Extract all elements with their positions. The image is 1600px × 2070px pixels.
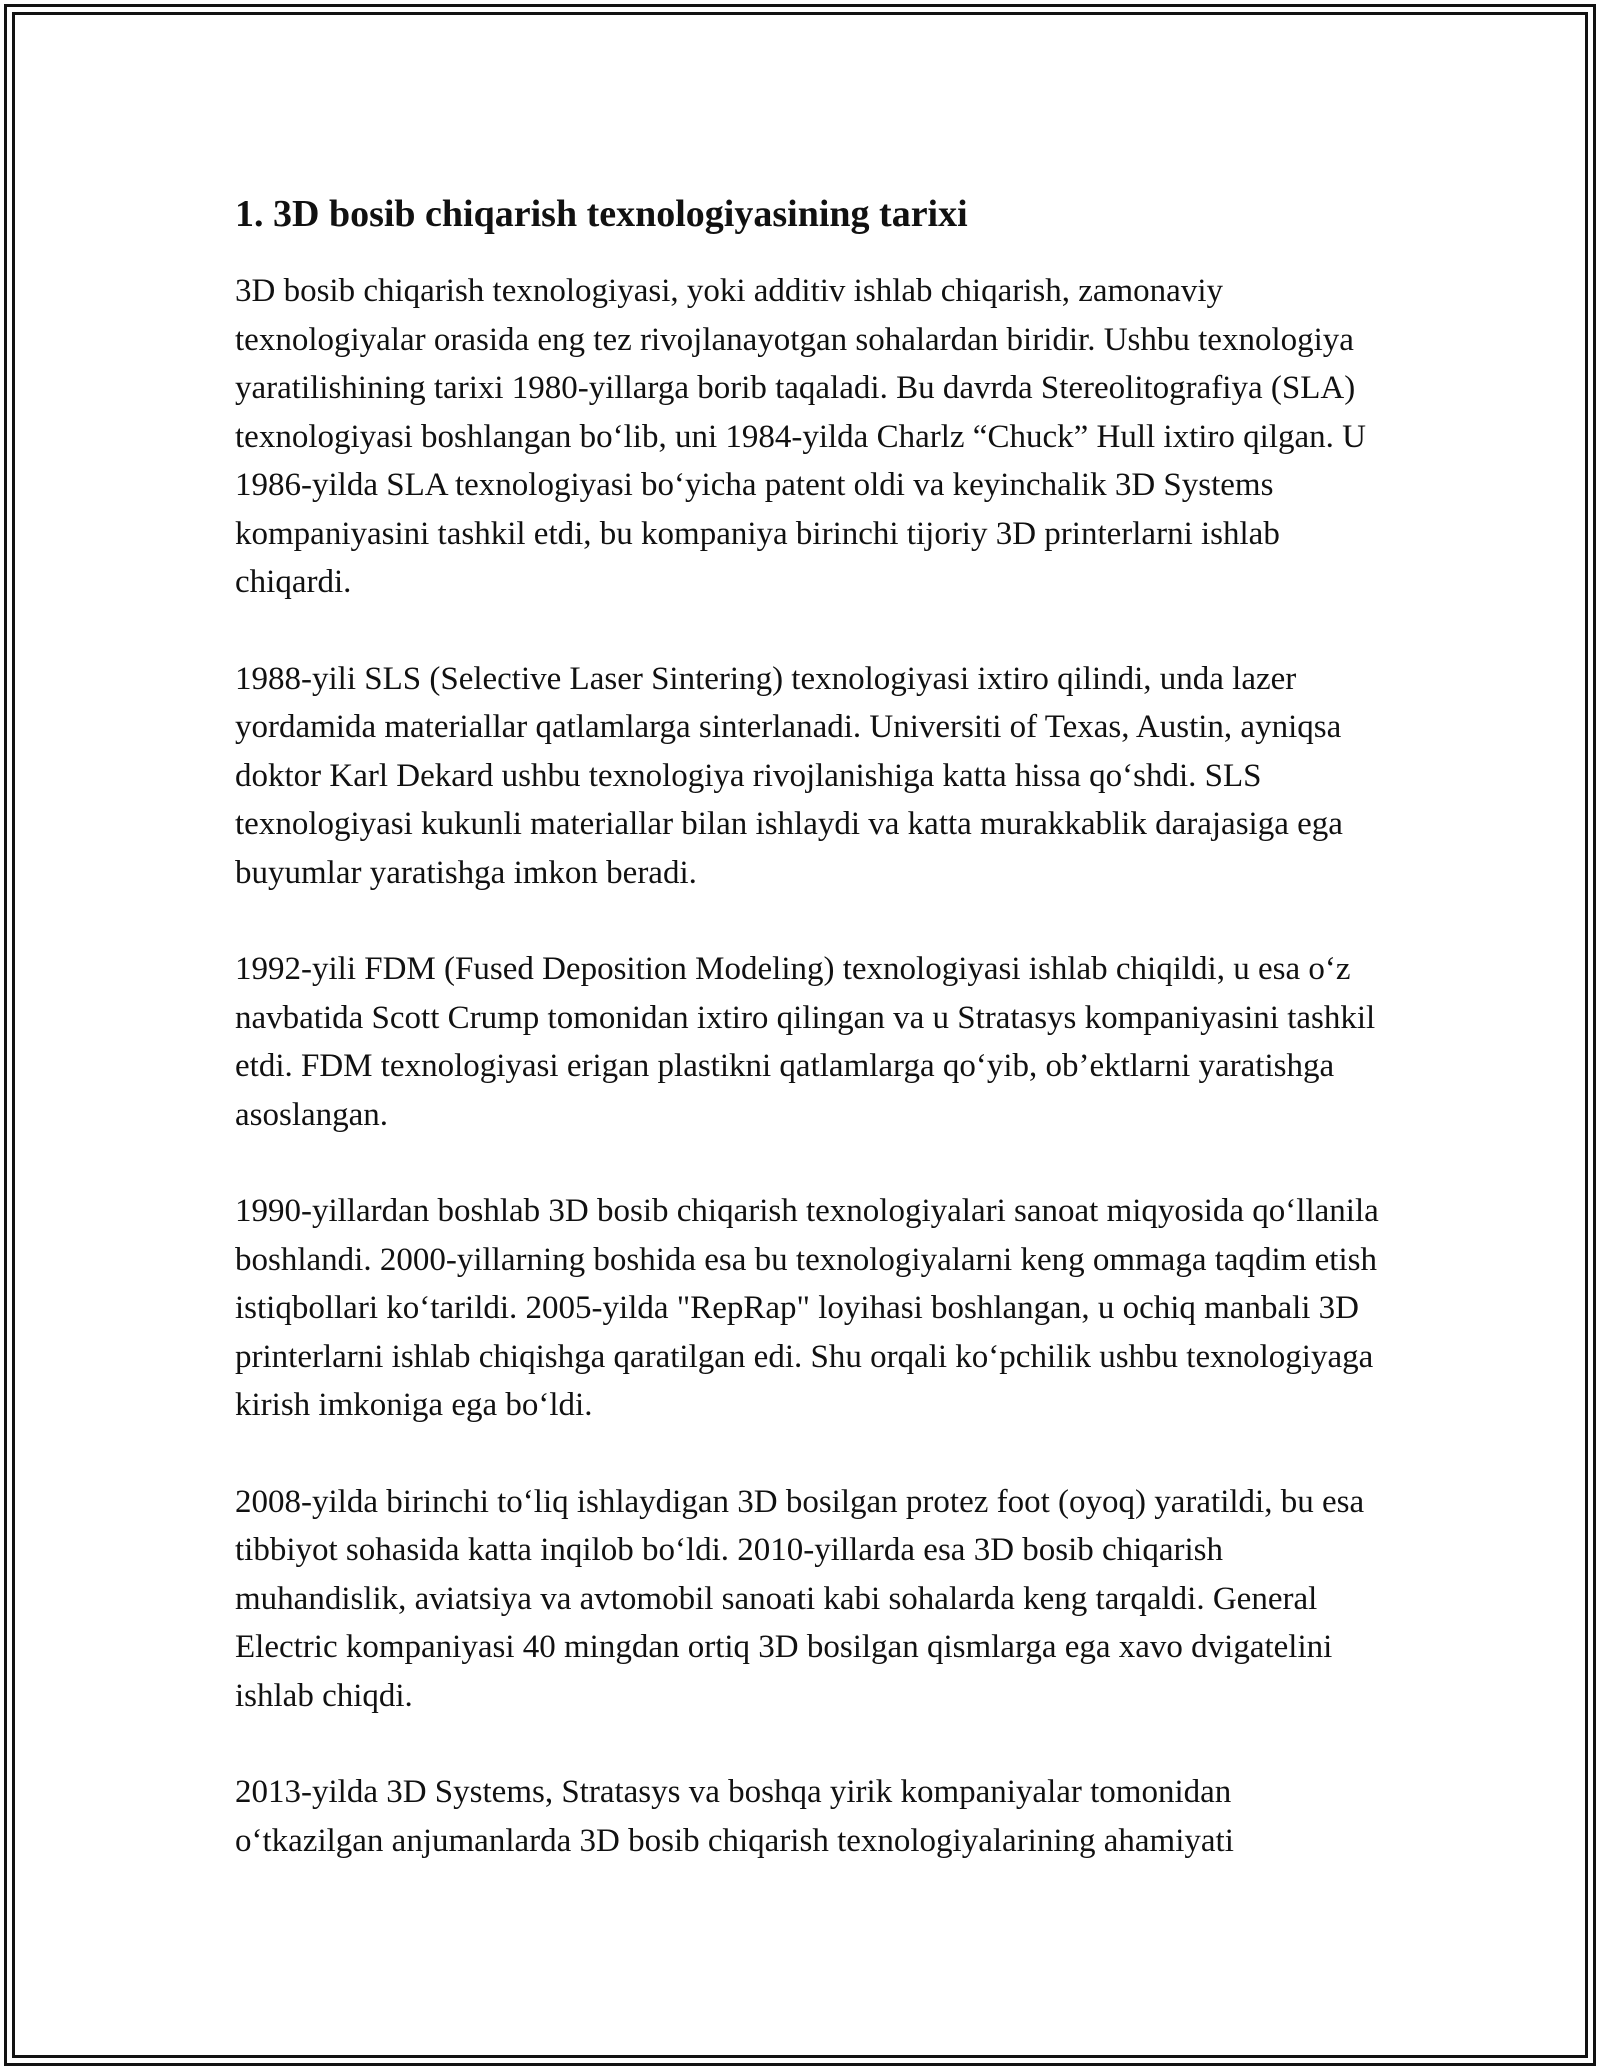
paragraph-sla-history: 3D bosib chiqarish texnologiyasi, yoki additiv ishlab chiqarish, zamonaviy texnologiyalar orasida eng tez rivojlanayotgan sohalardan biridir. Ushbu texnologiya yaratilishining tarixi 1980-yillarga borib taqaladi. Bu davrda Stereolitografiya (SLA) texnologiyasi boshlangan bo‘lib, uni 1984-yilda Charlz “Chuck” Hull ixtiro qilgan. U 1986-yilda SLA texnologiyasi bo‘yicha patent oldi va keyinchalik 3D Systems kompaniyasini tashkil etdi, bu kompaniya birinchi tijoriy 3D printerlarni ishlab chiqardi. — [235, 273, 1366, 600]
paragraph-fdm-history: 1992-yili FDM (Fused Deposition Modeling) texnologiyasi ishlab chiqildi, u esa o‘z navbatida Scott Crump tomonidan ixtiro qilingan va u Stratasys kompaniyasini tashkil etdi. FDM texnologiyasi erigan plastikni qatlamlarga qo‘yib, ob’ektlarni yaratishga asoslangan. — [235, 951, 1376, 1133]
paragraph-conferences: 2013-yilda 3D Systems, Stratasys va boshqa yirik kompaniyalar tomonidan o‘tkazilgan anjumanlarda 3D bosib chiqarish texnologiyalarining ahamiyati — [235, 1774, 1234, 1859]
paragraph-sls-history: 1988-yili SLS (Selective Laser Sintering) texnologiyasi ixtiro qilindi, unda lazer yordamida materiallar qatlamlarga sinterlanadi. Universiti of Texas, Austin, ayniqsa doktor Karl Dekard ushbu texnologiya rivojlanishiga katta hissa qo‘shdi. SLS texnologiyasi kukunli materiallar bilan ishlaydi va katta murakkablik darajasiga ega buyumlar yaratishga imkon beradi. — [235, 660, 1343, 891]
paragraph-applications: 2008-yilda birinchi to‘liq ishlaydigan 3D bosilgan protez foot (oyoq) yaratildi, bu esa tibbiyot sohasida katta inqilob bo‘ldi. 2010-yillarda esa 3D bosib chiqarish muhandislik, aviatsiya va avtomobil sanoati kabi sohalarda keng tarqaldi. General Electric kompaniyasi 40 mingdan ortiq 3D bosilgan qismlarga ega xavo dvigatelini ishlab chiqdi. — [235, 1483, 1365, 1714]
document-body — [235, 186, 1385, 1865]
paragraph-industry-adoption: 1990-yillardan boshlab 3D bosib chiqarish texnologiyalari sanoat miqyosida qo‘llanila boshlandi. 2000-yillarning boshida esa bu texnologiyalarni keng ommaga taqdim etish istiqbollari ko‘tarildi. 2005-yilda "RepRap" loyihasi boshlangan, u ochiq manbali 3D printerlarni ishlab chiqishga qaratilgan edi. Shu orqali ko‘pchilik ushbu texnologiyaga kirish imkoniga ega bo‘ldi. — [235, 1193, 1379, 1423]
section-heading: 1. 3D bosib chiqarish texnologiyasining tarixi — [235, 193, 968, 235]
